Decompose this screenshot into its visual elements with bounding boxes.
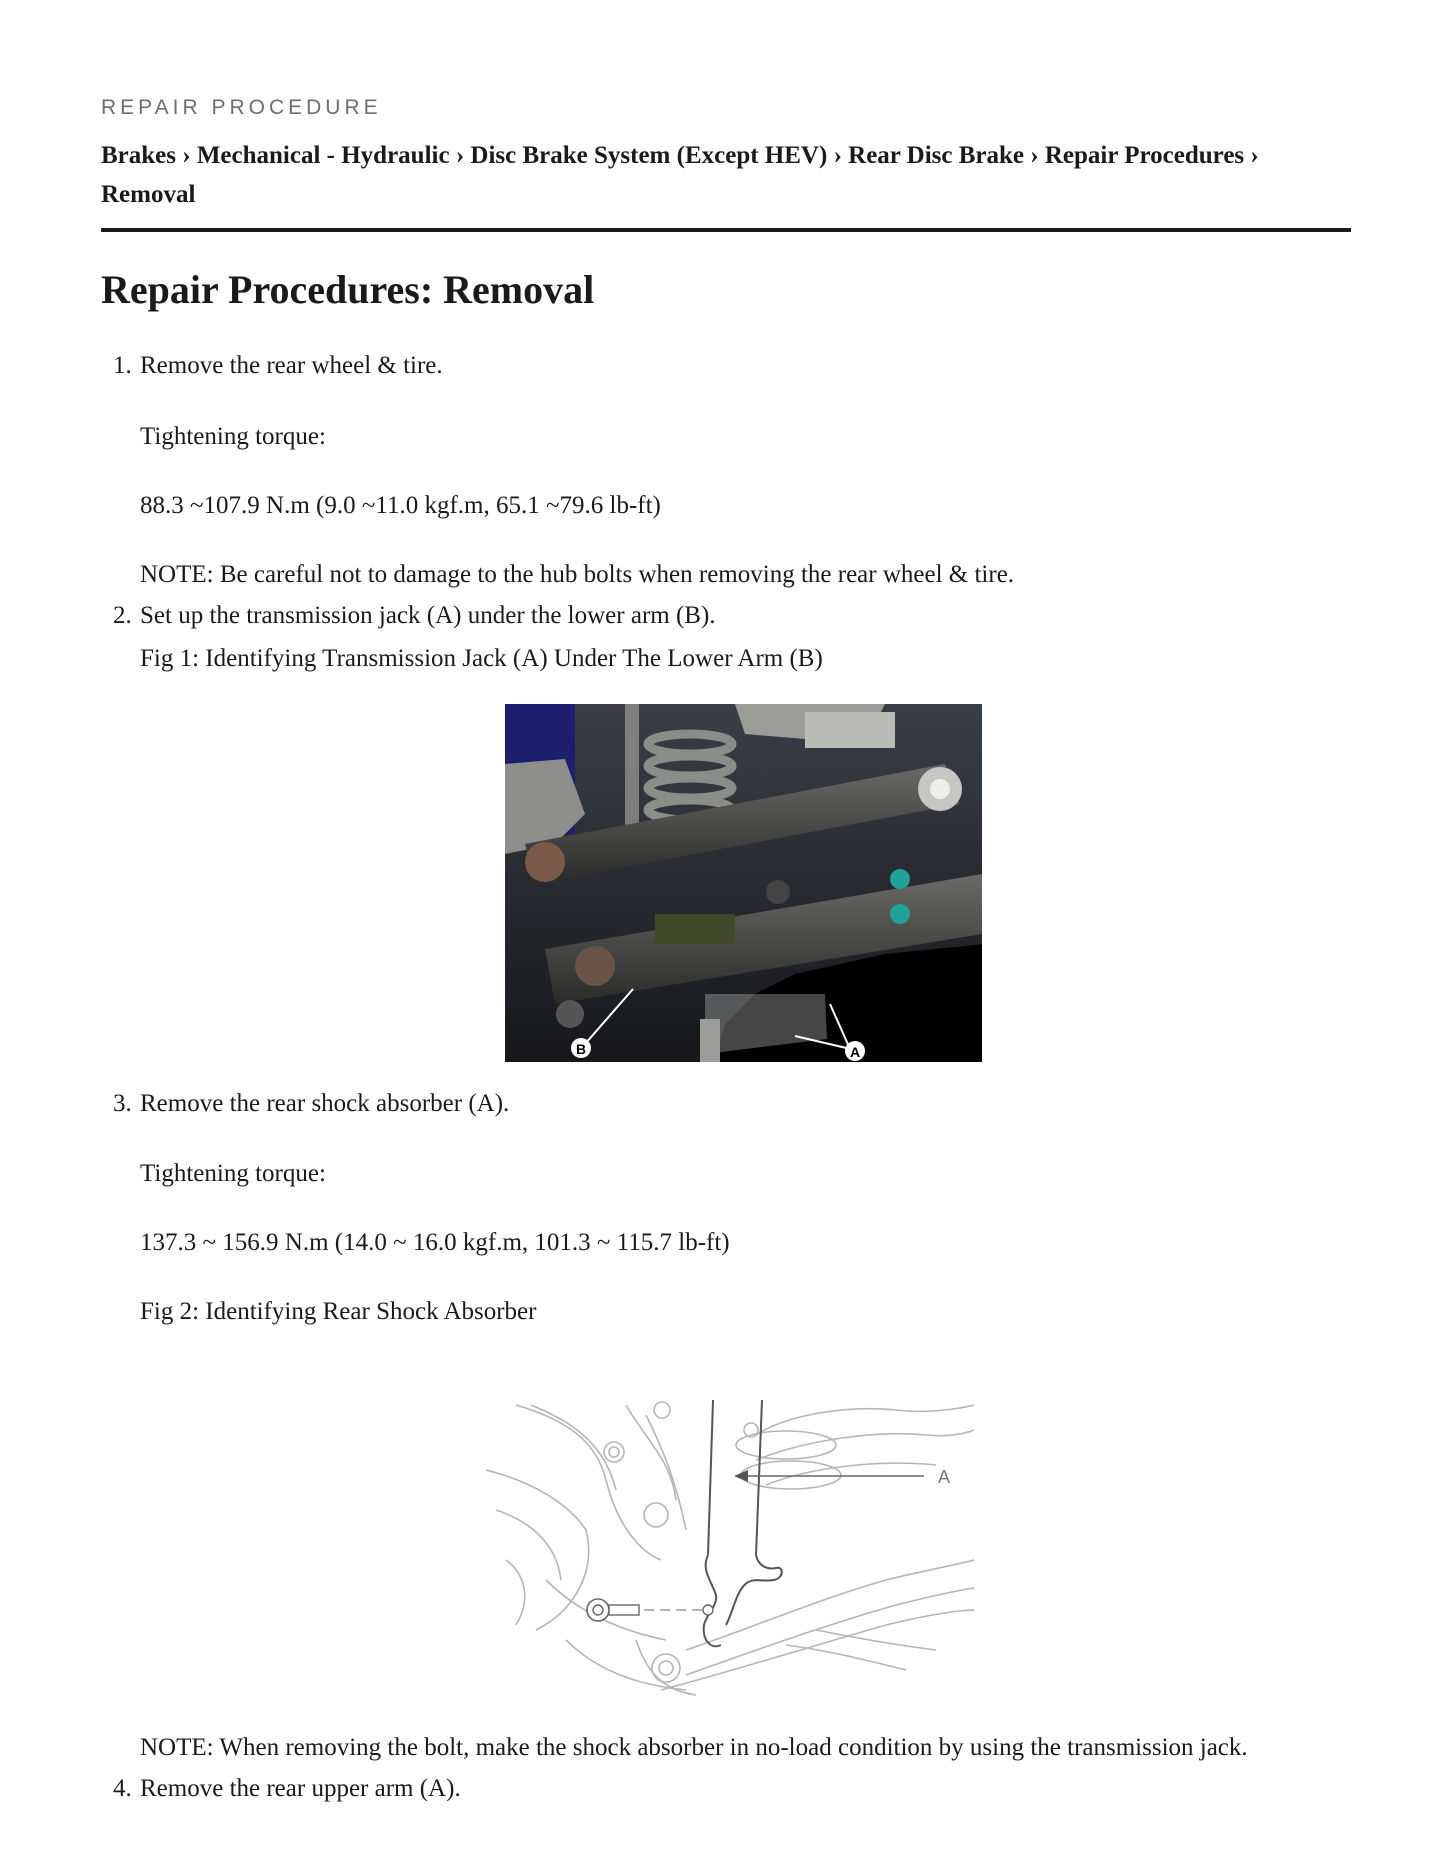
- breadcrumb-separator: ›: [455, 142, 465, 169]
- callout-a: [845, 1041, 865, 1061]
- breadcrumb-item-brakes[interactable]: Brakes: [101, 142, 176, 169]
- breadcrumb-item-mechanical-hydraulic[interactable]: Mechanical - Hydraulic: [196, 142, 450, 169]
- figure-2-rear-shock-absorber-diagram: [486, 1400, 974, 1700]
- step-note: NOTE: Be careful not to damage to the hub bolts when removing the rear wheel & tire.: [140, 561, 1015, 588]
- svg-text:B: B: [575, 1041, 587, 1057]
- step-text: Remove the rear upper arm (A).: [140, 1775, 461, 1802]
- torque-value: 137.3 ~ 156.9 N.m (14.0 ~ 16.0 kgf.m, 101.3 ~ 115.7 lb-ft): [140, 1229, 730, 1256]
- callout-b: [571, 1038, 591, 1058]
- breadcrumb-separator: ›: [1250, 142, 1259, 169]
- breadcrumb: [101, 136, 1351, 214]
- step-text: Remove the rear wheel & tire.: [140, 352, 443, 379]
- svg-text:A: A: [849, 1044, 861, 1060]
- breadcrumb-item-rear-disc-brake[interactable]: Rear Disc Brake: [848, 142, 1025, 169]
- torque-value: 88.3 ~107.9 N.m (9.0 ~11.0 kgf.m, 65.1 ~79.6 lb-ft): [140, 492, 661, 519]
- step-number: 3.: [113, 1090, 132, 1117]
- callout-a: A: [938, 1467, 951, 1487]
- step-text: Remove the rear shock absorber (A).: [140, 1090, 510, 1117]
- bolt-icon: [587, 1599, 713, 1621]
- breadcrumb-item-disc-brake-system[interactable]: Disc Brake System (Except HEV): [470, 142, 828, 169]
- step-number: 2.: [113, 602, 132, 629]
- breadcrumb-separator: ›: [1030, 142, 1039, 169]
- breadcrumb-separator: ›: [833, 142, 842, 169]
- figure-caption: Fig 2: Identifying Rear Shock Absorber: [140, 1298, 537, 1325]
- step-number: 4.: [113, 1775, 132, 1802]
- breadcrumb-item-repair-procedures[interactable]: Repair Procedures: [1044, 142, 1245, 169]
- page-title: Repair Procedures: Removal: [101, 267, 595, 312]
- torque-label: Tightening torque:: [140, 423, 326, 450]
- breadcrumb-separator: ›: [182, 142, 191, 169]
- figure-caption: Fig 1: Identifying Transmission Jack (A) Under The Lower Arm (B): [140, 645, 823, 672]
- breadcrumb-item-removal[interactable]: Removal: [101, 181, 196, 208]
- section-eyebrow: REPAIR PROCEDURE: [101, 96, 382, 119]
- step-number: 1.: [113, 352, 132, 379]
- torque-label: Tightening torque:: [140, 1160, 326, 1187]
- figure-1-transmission-jack-photo: [505, 704, 982, 1062]
- step-text: Set up the transmission jack (A) under the lower arm (B).: [140, 602, 716, 629]
- header-divider: [101, 228, 1351, 232]
- step-note: NOTE: When removing the bolt, make the shock absorber in no-load condition by using the transmission jack.: [140, 1734, 1248, 1761]
